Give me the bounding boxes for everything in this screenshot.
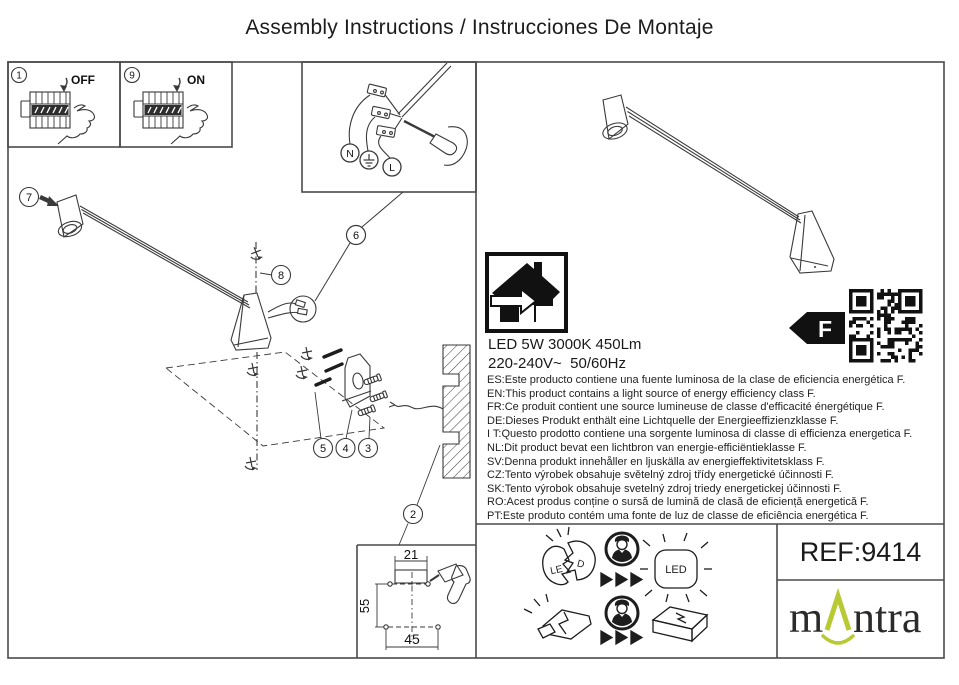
breaker-panel-on-icon bbox=[134, 78, 208, 144]
wall-anchor-icon bbox=[369, 391, 387, 403]
callout-screws-number: 5 bbox=[319, 443, 327, 455]
callout-wall-number: 2 bbox=[409, 509, 417, 521]
logo-text-m: m bbox=[788, 593, 823, 642]
step-on-number: 9 bbox=[129, 70, 135, 82]
dimension-bottom-label: 45 bbox=[404, 631, 420, 647]
broken-led-icon bbox=[543, 527, 596, 585]
lang-line-nl: NL:Dit product bevat een lichtbron van energie-efficiëntieklasse F. bbox=[487, 441, 807, 454]
step-power-off bbox=[12, 68, 96, 145]
step-power-on bbox=[125, 68, 208, 145]
voltage-spec-line: 220-240V~ 50/60Hz bbox=[488, 355, 627, 372]
screwdriver-icon bbox=[404, 121, 457, 155]
qualified-person-icon bbox=[606, 533, 638, 565]
lang-line-fr: FR:Ce produit contient une source lumineuse de classe d'efficacité énergétique F. bbox=[487, 401, 885, 414]
callout-anchors-number: 3 bbox=[364, 443, 372, 455]
breaker-panel-off-icon bbox=[21, 78, 95, 144]
callout-head-number: 7 bbox=[25, 192, 33, 204]
drill-icon bbox=[430, 564, 470, 604]
lang-line-cz: CZ:Tento výrobek obsahuje světelný zdroj třídy energetické účinnosti F. bbox=[487, 469, 834, 482]
logo-arc-icon bbox=[823, 636, 853, 643]
driver-icon bbox=[653, 607, 707, 641]
wiring-detail bbox=[315, 63, 467, 301]
page-title: Assembly Instructions / Instrucciones De Montaje bbox=[245, 16, 714, 39]
energy-class-letter: F bbox=[817, 316, 833, 342]
mantra-logo bbox=[785, 584, 937, 654]
terminal-neutral-label: N bbox=[346, 148, 354, 160]
broken-led-text-left: LE bbox=[549, 563, 564, 578]
lang-line-ro: RO:Acest produs conține o sursă de lumină de clasă de eficiență energetică F. bbox=[487, 496, 869, 509]
broken-driver-icon bbox=[524, 594, 591, 639]
drilling-template bbox=[357, 547, 470, 650]
replace-arrows-icon bbox=[601, 573, 642, 586]
qualified-person-icon bbox=[606, 597, 638, 629]
lamp-arm-exploded bbox=[80, 206, 250, 308]
lang-line-pt: PT:Este produto contém uma fonte de luz de classe de eficiência energética F. bbox=[487, 509, 869, 522]
callout-plate-number: 4 bbox=[342, 443, 349, 455]
lamp-head-exploded bbox=[56, 195, 83, 239]
callout-top-screw-number: 8 bbox=[277, 270, 285, 282]
lang-line-en: EN:This product contains a light source of energy efficiency class F. bbox=[487, 387, 816, 400]
lamp-bracket-exploded bbox=[231, 293, 271, 350]
step-off-label: OFF bbox=[71, 73, 95, 87]
energy-class-arrow bbox=[789, 312, 848, 344]
lang-line-de: DE:Dieses Produkt enthält eine Lichtquelle der Energieeffizienzklasse F. bbox=[487, 414, 839, 427]
callout-wiring-number: 6 bbox=[352, 230, 360, 242]
dimension-side-label: 55 bbox=[357, 598, 372, 614]
service-icons bbox=[524, 527, 712, 644]
plate-screws bbox=[316, 350, 342, 385]
step-on-label: ON bbox=[187, 73, 205, 87]
lang-line-es: ES:Este producto contiene una fuente luminosa de la clase de eficiencia energética F. bbox=[487, 374, 906, 386]
mains-wire bbox=[395, 405, 443, 409]
wall-anchor-icon bbox=[363, 374, 381, 386]
lang-line-it: I T:Questo prodotto contiene una sorgente luminosa di classe di efficienza energetica F. bbox=[487, 428, 913, 441]
product-illustration bbox=[601, 95, 834, 273]
wall-section bbox=[443, 345, 470, 478]
dimension-top-label: 21 bbox=[403, 547, 419, 562]
led-module-text: LED bbox=[665, 564, 687, 576]
step-off-number: 1 bbox=[16, 70, 22, 82]
brand-logo bbox=[777, 580, 944, 658]
energy-language-list bbox=[487, 374, 942, 524]
logo-caret-icon bbox=[827, 596, 849, 630]
terminal-live-label: L bbox=[389, 162, 395, 174]
replace-arrows-icon bbox=[601, 631, 642, 644]
energy-label-icon bbox=[487, 254, 566, 331]
terminal-block-icon bbox=[367, 84, 396, 138]
logo-text-ntra: ntra bbox=[852, 593, 921, 642]
qr-code bbox=[845, 285, 927, 366]
assembly-diagram bbox=[20, 188, 471, 546]
led-module-icon bbox=[640, 533, 712, 602]
broken-led-text-right: D bbox=[575, 558, 586, 571]
lang-line-sk: SK:Tento výrobok obsahuje svetelný zdroj triedy energetickej účinnosti F. bbox=[487, 482, 842, 495]
led-spec-line: LED 5W 3000K 450Lm bbox=[488, 336, 642, 353]
reference-number: REF:9414 bbox=[799, 536, 922, 567]
lang-line-sv: SV:Denna produkt innehåller en ljuskälla av energieffektivitetsklass F. bbox=[487, 455, 825, 468]
